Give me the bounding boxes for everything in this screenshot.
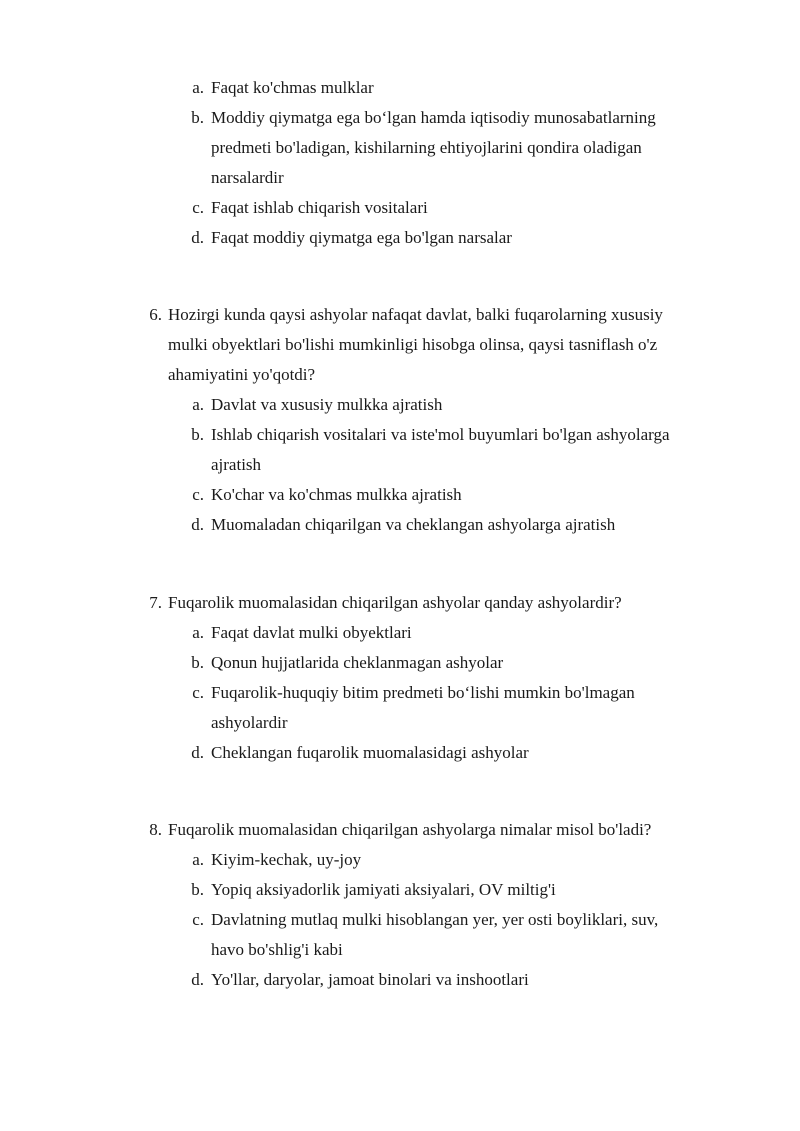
option-text: Muomaladan chiqarilgan va cheklangan ashyolarga ajratish — [211, 515, 616, 534]
answer-option-line — [0, 845, 800, 875]
answer-option-line — [0, 73, 800, 103]
question-block — [0, 73, 800, 253]
option-text: Kiyim-kechak, uy-joy — [211, 850, 362, 869]
answer-option-line — [0, 223, 800, 253]
answer-option-line — [0, 420, 800, 450]
option-letter: d. — [191, 228, 204, 247]
question-number: 8. — [149, 820, 162, 839]
option-text: ashyolardir — [211, 713, 288, 732]
question-line — [0, 360, 800, 390]
answer-option-line — [0, 618, 800, 648]
answer-option-line — [0, 648, 800, 678]
option-text: Yopiq aksiyadorlik jamiyati aksiyalari, OV miltig'i — [211, 880, 556, 899]
option-letter: d. — [191, 970, 204, 989]
option-letter: c. — [192, 683, 204, 702]
option-text: Faqat ko'chmas mulklar — [211, 78, 374, 97]
answer-option-line — [0, 163, 800, 193]
answer-option-line — [0, 133, 800, 163]
option-text: Ko'char va ko'chmas mulkka ajratish — [211, 485, 462, 504]
option-letter: b. — [191, 108, 204, 127]
answer-option-line — [0, 510, 800, 540]
question-text: ahamiyatini yo'qotdi? — [168, 365, 316, 384]
question-text: Hozirgi kunda qaysi ashyolar nafaqat davlat, balki fuqarolarning xususiy — [168, 305, 663, 324]
answer-option-line — [0, 193, 800, 223]
option-letter: b. — [191, 880, 204, 899]
option-letter: c. — [192, 910, 204, 929]
question-block — [0, 588, 800, 768]
option-letter: a. — [192, 623, 204, 642]
question-line — [0, 330, 800, 360]
option-text: ajratish — [211, 455, 262, 474]
answer-option-line — [0, 905, 800, 935]
option-text: Yo'llar, daryolar, jamoat binolari va inshootlari — [211, 970, 529, 989]
question-text: Fuqarolik muomalasidan chiqarilgan ashyolar qanday ashyolardir? — [168, 593, 622, 612]
answer-option-line — [0, 935, 800, 965]
answer-option-line — [0, 738, 800, 768]
option-text: Cheklangan fuqarolik muomalasidagi ashyolar — [211, 743, 529, 762]
answer-option-line — [0, 450, 800, 480]
option-letter: c. — [192, 198, 204, 217]
option-letter: d. — [191, 515, 204, 534]
question-text: mulki obyektlari bo'lishi mumkinligi hisobga olinsa, qaysi tasniflash o'z — [168, 335, 658, 354]
option-text: Fuqarolik-huquqiy bitim predmeti bo‘lishi mumkin bo'lmagan — [211, 683, 635, 702]
option-text: Davlat va xususiy mulkka ajratish — [211, 395, 443, 414]
option-text: Ishlab chiqarish vositalari va iste'mol buyumlari bo'lgan ashyolarga — [211, 425, 670, 444]
answer-option-line — [0, 708, 800, 738]
option-letter: c. — [192, 485, 204, 504]
answer-option-line — [0, 965, 800, 995]
answer-option-line — [0, 390, 800, 420]
answer-option-line — [0, 875, 800, 905]
question-number: 7. — [149, 593, 162, 612]
option-letter: b. — [191, 425, 204, 444]
option-text: Moddiy qiymatga ega bo‘lgan hamda iqtisodiy munosabatlarning — [211, 108, 656, 127]
question-line — [0, 815, 800, 845]
question-block — [0, 300, 800, 540]
answer-option-line — [0, 480, 800, 510]
option-letter: a. — [192, 395, 204, 414]
option-text: Faqat moddiy qiymatga ega bo'lgan narsalar — [211, 228, 512, 247]
question-block — [0, 815, 800, 995]
option-text: predmeti bo'ladigan, kishilarning ehtiyojlarini qondira oladigan — [211, 138, 642, 157]
option-letter: d. — [191, 743, 204, 762]
option-text: Davlatning mutlaq mulki hisoblangan yer, yer osti boyliklari, suv, — [211, 910, 659, 929]
question-number: 6. — [149, 305, 162, 324]
option-letter: a. — [192, 850, 204, 869]
option-letter: a. — [192, 78, 204, 97]
option-text: havo bo'shlig'i kabi — [211, 940, 343, 959]
option-text: narsalardir — [211, 168, 284, 187]
question-text: Fuqarolik muomalasidan chiqarilgan ashyolarga nimalar misol bo'ladi? — [168, 820, 652, 839]
answer-option-line — [0, 103, 800, 133]
question-line — [0, 300, 800, 330]
option-text: Faqat davlat mulki obyektlari — [211, 623, 412, 642]
option-letter: b. — [191, 653, 204, 672]
option-text: Qonun hujjatlarida cheklanmagan ashyolar — [211, 653, 504, 672]
option-text: Faqat ishlab chiqarish vositalari — [211, 198, 428, 217]
question-line — [0, 588, 800, 618]
answer-option-line — [0, 678, 800, 708]
